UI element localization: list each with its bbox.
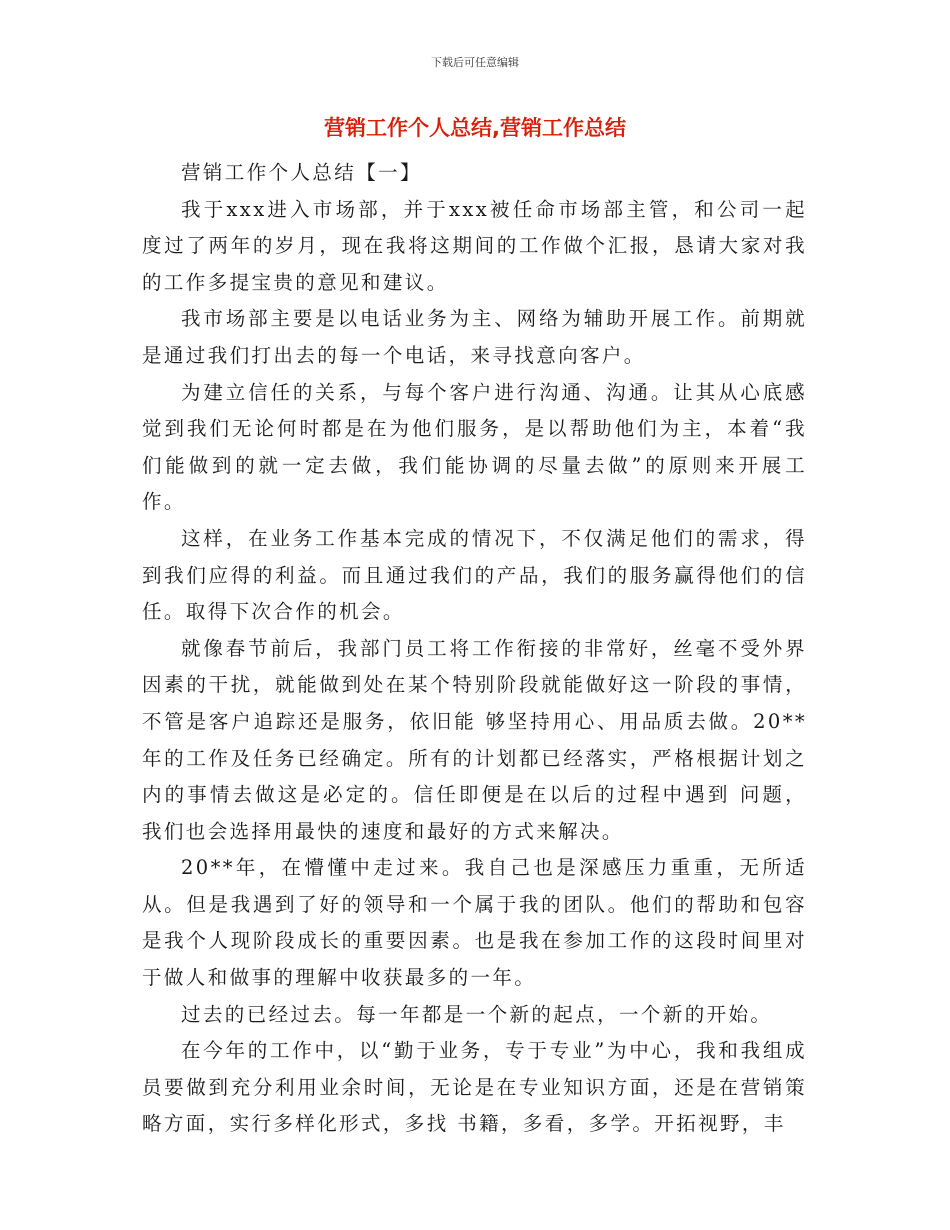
- document-body: [142, 155, 807, 1143]
- paragraph: 这样，在业务工作基本完成的情况下，不仅满足他们的需求，得到我们应得的利益。而且通过我们的产品，我们的服务赢得他们的信任。取得下次合作的机会。: [142, 526, 807, 624]
- paragraph: 过去的已经过去。每一年都是一个新的起点，一个新的开始。: [181, 1002, 773, 1026]
- paragraph: 就像春节前后，我部门员工将工作衔接的非常好，丝毫不受外界因素的干扰，就能做到处在某个特别阶段就能做好这一阶段的事情，不管是客户追踪还是服务，依旧能 够坚持用心、用品质去做。20**年的工作及任务已经确定。所有的计划都已经落实，严格根据计划之内的事情去做这是必定的。信任即便是在以后的过程中遇到 问题，我们也会选择用最快的速度和最好的方式来解决。: [142, 636, 807, 843]
- paragraph: 我于xxx进入市场部，并于xxx被任命市场部主管，和公司一起度过了两年的岁月，现在我将这期间的工作做个汇报，恳请大家对我的工作多提宝贵的意见和建议。: [142, 197, 807, 294]
- document-title: 营销工作个人总结,营销工作总结: [324, 116, 626, 140]
- paragraph: 我市场部主要是以电话业务为主、网络为辅助开展工作。前期就是通过我们打出去的每一个电话，来寻找意向客户。: [142, 307, 807, 367]
- paragraph: 在今年的工作中，以“勤于业务，专于专业”为中心，我和我组成员要做到充分利用业余时间，无论是在专业知识方面，还是在营销策略方面，实行多样化形式，多找 书籍，多看，多学。开拓视野，丰: [142, 1039, 807, 1136]
- paragraph: 20**年，在懵懂中走过来。我自己也是深感压力重重，无所适从。但是我遇到了好的领导和一个属于我的团队。他们的帮助和包容是我个人现阶段成长的重要因素。也是我在参加工作的这段时间里对于做人和做事的理解中收获最多的一年。: [142, 856, 807, 990]
- header-note: 下载后可任意编辑: [431, 56, 519, 69]
- paragraph: 为建立信任的关系，与每个客户进行沟通、沟通。让其从心底感觉到我们无论何时都是在为他们服务，是以帮助他们为主，本着“我们能做到的就一定去做，我们能协调的尽量去做”的原则来开展工作。: [142, 380, 807, 514]
- paragraph-section-heading: 营销工作个人总结【一】: [181, 161, 422, 184]
